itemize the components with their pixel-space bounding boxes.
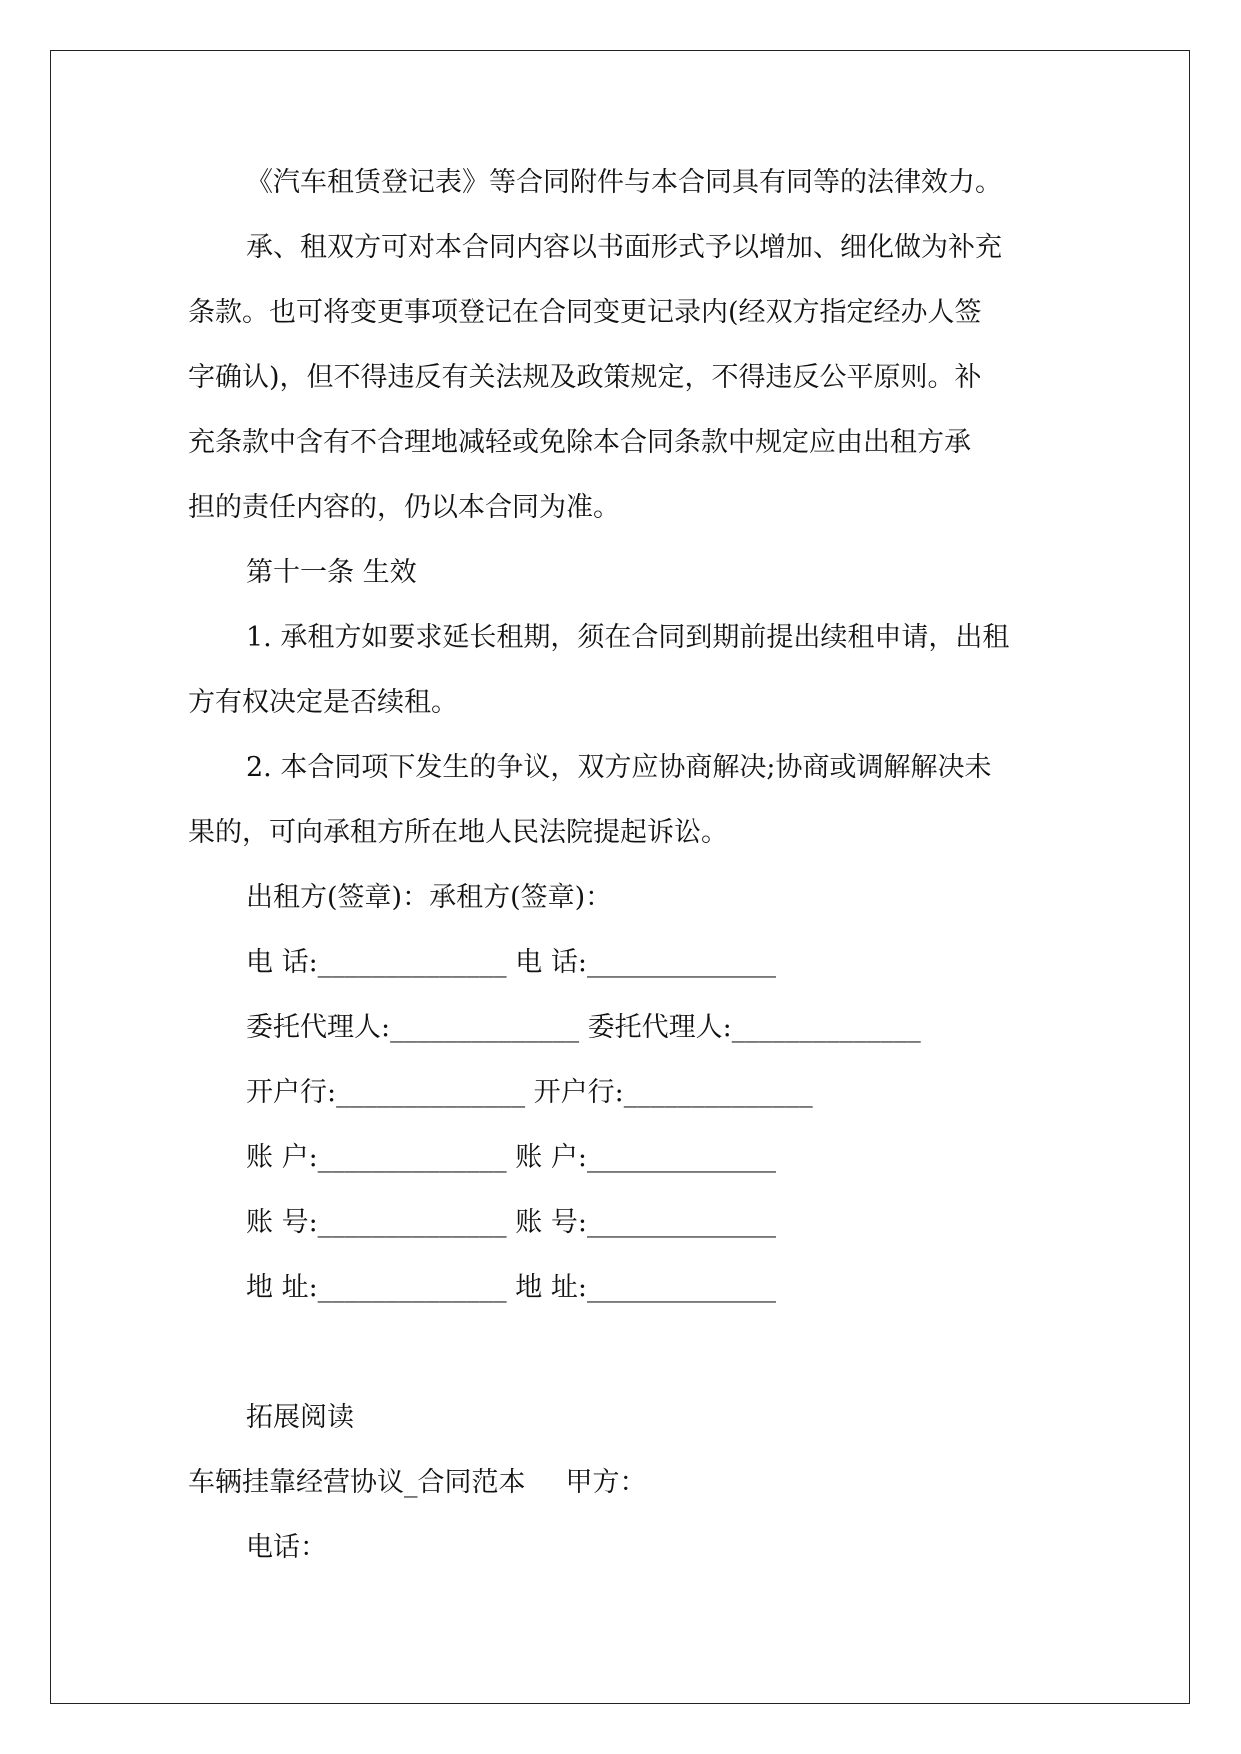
paragraph-line: 条款。也可将变更事项登记在合同变更记录内(经双方指定经办人签 — [188, 297, 982, 328]
paragraph-line: 字确认)，但不得违反有关法规及政策规定，不得违反公平原则。补 — [188, 362, 982, 393]
extended-title-line — [188, 1450, 1058, 1515]
paragraph-line: 担的责任内容的，仍以本合同为准。 — [188, 492, 620, 523]
extended-reading-heading: 拓展阅读 — [246, 1402, 354, 1433]
signature-field-agent: 委托代理人:______________ 委托代理人:______________ — [246, 1012, 921, 1043]
paragraph-line: 方有权决定是否续租。 — [188, 687, 458, 718]
paragraph-line: 《汽车租赁登记表》等合同附件与本合同具有同等的法律效力。 — [246, 167, 1002, 198]
paragraph-line: 1. 承租方如要求延长租期，须在合同到期前提出续租申请，出租 — [246, 622, 1010, 653]
article-heading: 第十一条 生效 — [246, 557, 417, 588]
phone-label: 电话： — [246, 1532, 327, 1563]
signature-field-account-name: 账 户:______________ 账 户:______________ — [246, 1142, 776, 1173]
signature-field-account-number: 账 号:______________ 账 号:______________ — [246, 1207, 776, 1238]
signature-field-phone: 电 话:______________ 电 话:______________ — [246, 947, 776, 978]
paragraph-line: 充条款中含有不合理地减轻或免除本合同条款中规定应由出租方承 — [188, 427, 971, 458]
paragraph-line: 果的，可向承租方所在地人民法院提起诉讼。 — [188, 817, 728, 848]
party-a-label: 甲方： — [565, 1467, 647, 1498]
document-body — [188, 150, 1058, 1580]
section-gap — [188, 1320, 1058, 1385]
signature-header: 出租方(签章)：承租方(签章)： — [246, 882, 613, 913]
signature-field-bank: 开户行:______________ 开户行:______________ — [246, 1077, 813, 1108]
paragraph-line: 2. 本合同项下发生的争议，双方应协商解决;协商或调解解决未 — [246, 752, 992, 783]
extended-title: 车辆挂靠经营协议_合同范本 — [188, 1467, 526, 1498]
paragraph-line: 承、租双方可对本合同内容以书面形式予以增加、细化做为补充 — [246, 232, 1002, 263]
signature-field-address: 地 址:______________ 地 址:______________ — [246, 1272, 776, 1303]
